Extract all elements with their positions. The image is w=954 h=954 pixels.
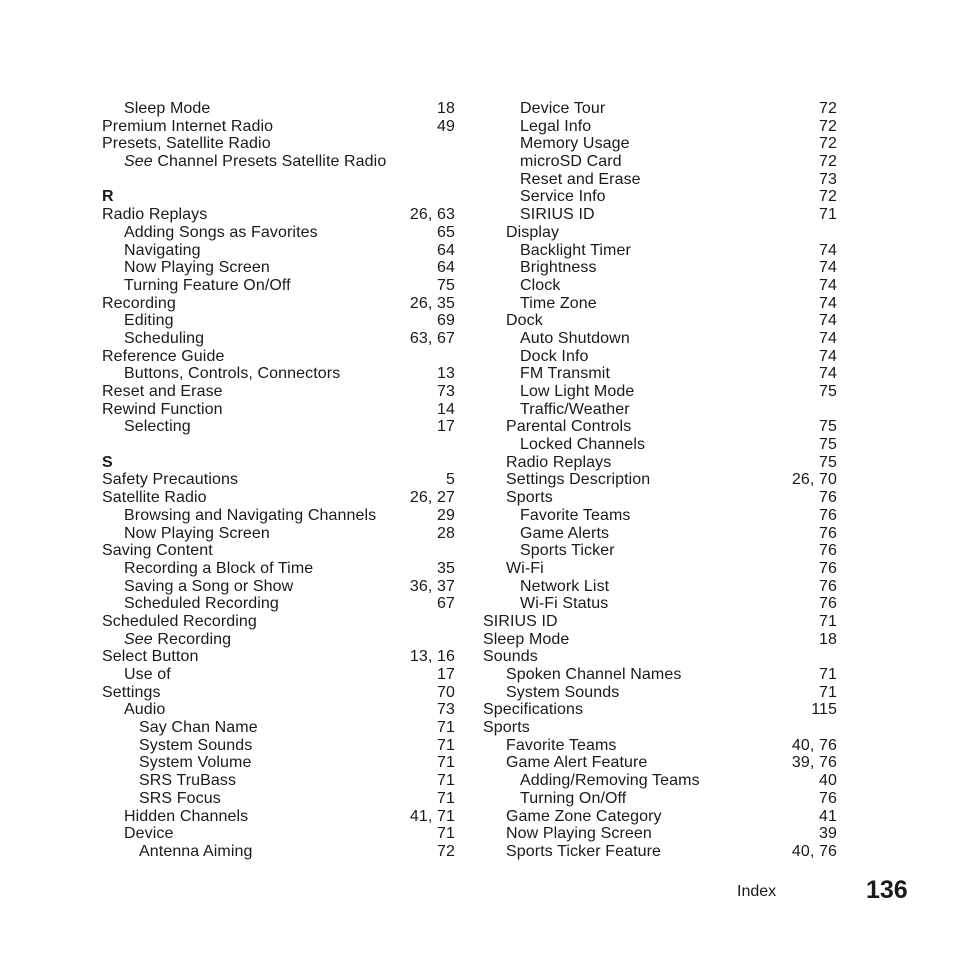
index-term: Premium Internet Radio	[102, 117, 274, 135]
index-subentry	[483, 383, 837, 401]
index-page-numbers: 76	[819, 595, 837, 613]
index-term: Selecting	[124, 418, 191, 436]
section-letter-text: R	[102, 188, 114, 206]
index-page-numbers: 35	[437, 559, 455, 577]
index-page-numbers: 76	[819, 542, 837, 560]
index-page-numbers: 75	[437, 276, 455, 294]
index-term: Adding/Removing Teams	[520, 772, 700, 790]
index-term: Buttons, Controls, Connectors	[124, 365, 341, 383]
index-subentry	[483, 224, 837, 242]
index-subentry	[483, 843, 837, 861]
index-page-numbers: 115	[811, 701, 837, 719]
index-term: Reference Guide	[102, 347, 225, 365]
index-subentry	[483, 808, 837, 826]
index-term: Turning Feature On/Off	[124, 276, 291, 294]
index-subentry	[102, 754, 455, 772]
index-spacer	[102, 171, 455, 189]
index-term: Sports	[506, 489, 553, 507]
index-term: Satellite Radio	[102, 489, 207, 507]
index-page-numbers: 40, 76	[791, 842, 837, 860]
index-term	[124, 153, 386, 171]
index-subentry	[483, 153, 837, 171]
index-column-right	[483, 100, 837, 861]
index-term: SIRIUS ID	[520, 206, 595, 224]
index-entry	[102, 348, 455, 366]
index-page-numbers: 26, 70	[791, 471, 837, 489]
index-page-numbers: 65	[437, 223, 455, 241]
index-term: SRS Focus	[139, 789, 221, 807]
index-term: Memory Usage	[520, 135, 630, 153]
index-page-numbers: 71	[819, 206, 837, 224]
index-page-numbers: 13, 16	[409, 648, 455, 666]
index-term: Wi-Fi Status	[520, 595, 609, 613]
index-subentry	[483, 171, 837, 189]
index-subentry	[483, 295, 837, 313]
index-subentry	[483, 312, 837, 330]
index-term: Editing	[124, 312, 174, 330]
index-page-numbers: 75	[819, 436, 837, 454]
index-page-numbers: 49	[437, 117, 455, 135]
index-term: SRS TruBass	[139, 772, 237, 790]
index-subentry	[102, 843, 455, 861]
index-subentry	[102, 790, 455, 808]
index-term: Sleep Mode	[483, 630, 570, 648]
page-number: 136	[866, 876, 908, 904]
index-entry	[483, 613, 837, 631]
index-page-numbers: 72	[819, 100, 837, 117]
index-term: Reset and Erase	[102, 383, 223, 400]
index-page-numbers: 64	[437, 259, 455, 277]
index-subentry	[102, 418, 455, 436]
index-subentry	[483, 772, 837, 790]
index-entry	[102, 206, 455, 224]
index-term: System Sounds	[139, 736, 253, 754]
index-term: microSD Card	[520, 153, 622, 171]
index-term: Dock	[506, 312, 543, 330]
index-term: Scheduled Recording	[124, 595, 279, 613]
index-subentry	[102, 737, 455, 755]
index-subentry	[102, 525, 455, 543]
index-term: Reset and Erase	[520, 170, 641, 188]
index-section-letter	[102, 188, 455, 206]
index-page-numbers: 75	[819, 383, 837, 400]
index-term: Audio	[124, 701, 166, 719]
index-term: Sports	[483, 719, 530, 737]
index-subentry	[483, 242, 837, 260]
index-subentry	[483, 684, 837, 702]
index-term: Parental Controls	[506, 418, 632, 436]
index-entry	[102, 684, 455, 702]
index-term: Turning On/Off	[520, 789, 627, 807]
index-page-numbers: 74	[819, 276, 837, 294]
index-page-numbers: 28	[437, 524, 455, 542]
index-page-numbers: 36, 37	[409, 577, 455, 595]
index-page-numbers: 64	[437, 241, 455, 259]
index-page-numbers: 14	[437, 400, 455, 418]
see-target: Recording	[152, 630, 232, 648]
index-term: Device	[124, 825, 174, 843]
index-term: Navigating	[124, 241, 201, 259]
index-term: Favorite Teams	[520, 506, 631, 524]
index-entry	[102, 118, 455, 136]
index-page-numbers: 5	[446, 471, 455, 489]
index-term: Sports Ticker Feature	[506, 842, 662, 860]
index-entry	[102, 489, 455, 507]
index-term: Antenna Aiming	[139, 842, 253, 860]
index-subentry	[102, 507, 455, 525]
see-target: Channel Presets Satellite Radio	[152, 153, 387, 171]
index-page-numbers: 13	[437, 365, 455, 383]
index-term: Time Zone	[520, 294, 597, 312]
index-page-numbers: 76	[819, 506, 837, 524]
index-page-numbers: 76	[819, 789, 837, 807]
index-page-numbers: 72	[437, 842, 455, 860]
index-page-numbers: 71	[437, 825, 455, 843]
index-subentry	[483, 135, 837, 153]
index-term: Wi-Fi	[506, 559, 544, 577]
index-entry	[102, 613, 455, 631]
index-subentry	[483, 188, 837, 206]
index-page-numbers: 29	[437, 506, 455, 524]
index-term: Dock Info	[520, 347, 589, 365]
index-page-numbers: 75	[819, 453, 837, 471]
index-page-numbers: 26, 27	[409, 489, 455, 507]
index-subentry	[483, 489, 837, 507]
section-letter-text: S	[102, 453, 113, 471]
index-subentry	[483, 348, 837, 366]
index-term: Now Playing Screen	[124, 259, 270, 277]
footer-section-label: Index	[737, 883, 777, 900]
index-page-numbers: 74	[819, 259, 837, 277]
index-term: Network List	[520, 577, 610, 595]
index-page-numbers: 74	[819, 347, 837, 365]
index-term: Game Alert Feature	[506, 754, 648, 772]
index-page-numbers: 71	[437, 772, 455, 790]
index-term: Settings Description	[506, 471, 651, 489]
index-page-numbers: 17	[437, 418, 455, 436]
index-page-numbers: 70	[437, 683, 455, 701]
index-page-numbers: 71	[437, 754, 455, 772]
index-term: Low Light Mode	[520, 383, 635, 400]
index-term: SIRIUS ID	[483, 612, 558, 630]
index-subentry	[102, 578, 455, 596]
index-subentry	[102, 277, 455, 295]
index-subentry	[102, 259, 455, 277]
index-page-numbers: 73	[437, 701, 455, 719]
index-subentry	[102, 595, 455, 613]
index-term: Clock	[520, 276, 561, 294]
index-term: Brightness	[520, 259, 597, 277]
index-page-numbers: 69	[437, 312, 455, 330]
index-page-numbers: 39, 76	[791, 754, 837, 772]
index-term: System Volume	[139, 754, 252, 772]
index-page-numbers: 18	[819, 630, 837, 648]
index-page-numbers: 74	[819, 312, 837, 330]
index-page-numbers: 73	[819, 170, 837, 188]
index-page-numbers: 26, 63	[409, 206, 455, 224]
index-page-numbers: 67	[437, 595, 455, 613]
index-subentry	[102, 701, 455, 719]
index-page-numbers: 76	[819, 524, 837, 542]
index-page-numbers: 71	[437, 719, 455, 737]
index-subentry	[483, 454, 837, 472]
index-page-numbers: 75	[819, 418, 837, 436]
index-entry	[483, 701, 837, 719]
index-term: Now Playing Screen	[506, 825, 652, 843]
index-page-numbers: 76	[819, 577, 837, 595]
see-reference: See	[124, 153, 153, 171]
index-page-numbers: 74	[819, 241, 837, 259]
index-term: Rewind Function	[102, 400, 223, 418]
index-section-letter	[102, 454, 455, 472]
index-term: Hidden Channels	[124, 807, 249, 825]
index-page-numbers: 73	[437, 383, 455, 400]
index-term: Settings	[102, 683, 161, 701]
index-term: Saving Content	[102, 542, 213, 560]
index-page-numbers: 18	[437, 100, 455, 117]
index-entry	[102, 295, 455, 313]
index-subentry	[483, 401, 837, 419]
index-page-numbers: 41, 71	[409, 807, 455, 825]
index-page-numbers: 74	[819, 294, 837, 312]
index-page-numbers: 26, 35	[409, 294, 455, 312]
index-page-numbers: 41	[819, 807, 837, 825]
index-page-numbers: 40	[819, 772, 837, 790]
index-entry	[102, 542, 455, 560]
index-term: Recording a Block of Time	[124, 559, 314, 577]
index-subentry	[102, 224, 455, 242]
index-page-numbers: 76	[819, 559, 837, 577]
index-subentry	[102, 825, 455, 843]
index-subentry	[483, 525, 837, 543]
index-term: Auto Shutdown	[520, 329, 630, 347]
index-term: Radio Replays	[506, 453, 612, 471]
index-subentry	[102, 719, 455, 737]
index-term: Say Chan Name	[139, 719, 258, 737]
index-subentry	[102, 808, 455, 826]
index-term: Sleep Mode	[124, 100, 211, 117]
index-entry	[483, 719, 837, 737]
index-term: Sports Ticker	[520, 542, 615, 560]
index-entry	[102, 135, 455, 153]
index-subentry	[483, 118, 837, 136]
index-entry	[102, 648, 455, 666]
index-subentry	[483, 542, 837, 560]
index-term: Browsing and Navigating Channels	[124, 506, 377, 524]
index-term: Select Button	[102, 648, 199, 666]
index-page-numbers: 72	[819, 153, 837, 171]
index-term: Favorite Teams	[506, 736, 617, 754]
index-subentry	[102, 312, 455, 330]
index-subentry	[483, 578, 837, 596]
index-page-numbers: 63, 67	[409, 329, 455, 347]
index-term: Presets, Satellite Radio	[102, 135, 271, 153]
index-term: Sounds	[483, 648, 538, 666]
index-subentry	[483, 330, 837, 348]
index-term: Service Info	[520, 188, 606, 206]
index-subentry	[483, 595, 837, 613]
index-page-numbers: 39	[819, 825, 837, 843]
index-subentry	[102, 666, 455, 684]
index-term: Use of	[124, 666, 171, 683]
index-subentry	[483, 436, 837, 454]
index-entry	[102, 383, 455, 401]
index-term: Spoken Channel Names	[506, 666, 682, 683]
index-term: Legal Info	[520, 117, 592, 135]
index-subentry	[102, 242, 455, 260]
index-page-numbers: 71	[437, 736, 455, 754]
index-subentry	[483, 365, 837, 383]
index-page-numbers: 71	[819, 612, 837, 630]
index-term: Device Tour	[520, 100, 606, 117]
index-subentry	[483, 259, 837, 277]
index-term: System Sounds	[506, 683, 620, 701]
index-subentry	[102, 153, 455, 171]
index-page-numbers: 72	[819, 135, 837, 153]
index-entry	[483, 631, 837, 649]
index-term: Game Zone Category	[506, 807, 662, 825]
index-subentry	[483, 560, 837, 578]
index-entry	[102, 401, 455, 419]
index-page-numbers: 76	[819, 489, 837, 507]
index-term: Saving a Song or Show	[124, 577, 294, 595]
index-term: Scheduling	[124, 329, 205, 347]
index-subentry	[483, 737, 837, 755]
index-term: Locked Channels	[520, 436, 646, 454]
index-term: Traffic/Weather	[520, 400, 630, 418]
index-spacer	[102, 436, 455, 454]
index-term: Safety Precautions	[102, 471, 239, 489]
index-page-numbers: 71	[819, 683, 837, 701]
index-entry	[102, 471, 455, 489]
index-subentry	[483, 754, 837, 772]
index-subentry	[483, 507, 837, 525]
index-page-numbers: 72	[819, 188, 837, 206]
index-term: Now Playing Screen	[124, 524, 270, 542]
index-subentry	[102, 631, 455, 649]
index-subentry	[102, 365, 455, 383]
index-subentry	[483, 100, 837, 118]
index-page-numbers: 72	[819, 117, 837, 135]
index-subentry	[483, 790, 837, 808]
index-page-numbers: 74	[819, 365, 837, 383]
index-term: Adding Songs as Favorites	[124, 223, 318, 241]
index-page-numbers: 17	[437, 666, 455, 683]
index-entry	[483, 648, 837, 666]
index-term: Scheduled Recording	[102, 612, 257, 630]
index-term: Recording	[102, 294, 176, 312]
index-page-numbers: 71	[819, 666, 837, 683]
index-subentry	[483, 825, 837, 843]
index-subentry	[483, 277, 837, 295]
index-term	[124, 631, 231, 649]
index-column-left	[102, 100, 455, 861]
index-subentry	[102, 772, 455, 790]
index-page-numbers: 40, 76	[791, 736, 837, 754]
see-reference: See	[124, 630, 153, 648]
index-subentry	[102, 330, 455, 348]
index-subentry	[102, 560, 455, 578]
index-term: Display	[506, 223, 560, 241]
index-subentry	[483, 471, 837, 489]
index-subentry	[483, 206, 837, 224]
index-term: Specifications	[483, 701, 584, 719]
index-term: FM Transmit	[520, 365, 610, 383]
index-subentry	[102, 100, 455, 118]
index-subentry	[483, 418, 837, 436]
index-term: Radio Replays	[102, 206, 208, 224]
index-term: Game Alerts	[520, 524, 610, 542]
index-term: Backlight Timer	[520, 241, 631, 259]
index-subentry	[483, 666, 837, 684]
index-page-numbers: 74	[819, 329, 837, 347]
index-page-numbers: 71	[437, 789, 455, 807]
